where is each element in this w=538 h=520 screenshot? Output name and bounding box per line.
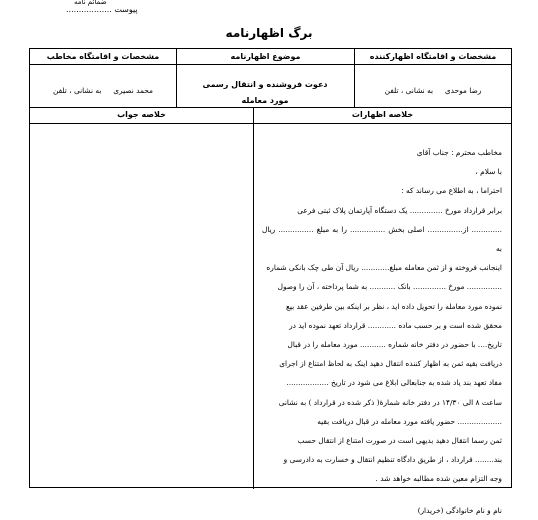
sender-name: رضا موحدی <box>444 86 482 95</box>
summary-row-divider <box>30 123 511 124</box>
summary-header: خلاصه اظهارات <box>351 110 414 119</box>
body-line: مفاد تعهد بند یاد شده به جنابعالی ابلاغ می شود در تاریخ .................. <box>286 378 502 388</box>
signature: نام و نام خانوادگی (خریدار) <box>417 505 502 515</box>
statement-body <box>262 143 502 520</box>
recipient-info <box>30 86 176 95</box>
body-line: محقق شده است و بر حسب ماده ............ قرارداد تعهد نموده اید در <box>289 320 502 330</box>
recipient-address: به نشانی ، تلفن <box>53 86 102 95</box>
recipient-header: مشخصات و اقامتگاه مخاطب <box>46 52 160 61</box>
body-line: نموده مورد معامله را تحویل داده اید ، نظر بر اینکه بین طرفین عقد بیع <box>285 301 502 311</box>
body-line: تاریخ.... با حضور در دفتر خانه شماره ........... مورد معامله را در قبال <box>287 340 502 350</box>
subject-header: موضوع اظهارنامه <box>230 52 301 61</box>
body-line: دریافت بقیه ثمن به اظهار کننده انتقال دهید اینک به لحاظ امتناع از اجرای <box>279 359 502 369</box>
body-line: ثمن رسما انتقال دهید بدیهی است در صورت امتناع از انتقال حسب <box>297 436 502 446</box>
recipient-name: محمد نصیری <box>113 86 153 95</box>
body-line: بند........ قرارداد ، از طریق دادگاه تنظیم انتقال و خسارت به دادرسی و <box>283 455 502 465</box>
sender-address: به نشانی ، تلفن <box>384 86 434 95</box>
header-row-divider <box>30 64 511 65</box>
body-line: وجه التزام معین شده مطالبه خواهد شد . <box>375 474 502 484</box>
body-line: برابر قرارداد مورخ .............. یک دستگاه آپارتمان پلاک ثبتی فرعی <box>297 205 502 215</box>
subject-text: دعوت فروشنده و انتقال رسمی مورد معامله <box>202 80 328 105</box>
intro: احتراما ، به اطلاع می رساند که : <box>401 186 502 196</box>
body-line: ............. از............... اصلی بخش ............... را به مبلغ ............... ریال به <box>262 224 502 254</box>
body-line: ................... حضور یافته مورد معامله در قبال دریافت بقیه <box>317 416 502 426</box>
col-divider-lower <box>253 107 254 489</box>
sender-header: مشخصات و اقامتگاه اظهارکننده <box>369 52 497 61</box>
salutation: مخاطب محترم : جناب آقای <box>416 148 502 157</box>
reply-header: خلاصه جواب <box>117 110 166 119</box>
body-line: ............... مورخ .............. بانک ........... به شما پرداخته ، آن را وصول <box>277 282 502 292</box>
attachment-label: پیوست .................. <box>66 5 138 14</box>
top-note: ضمائم نامه <box>74 0 107 6</box>
body-line: اینجانب فروخته و از ثمن معامله مبلغ............ ریال آن طی چک بانکی شماره <box>266 263 502 273</box>
page-title: برگ اظهارنامه <box>225 26 313 40</box>
body-line: ساعت ۸ الی ۱۴/۳۰ در دفتر خانه شمارۀ( ذکر شده در قرارداد ) به نشانی <box>278 397 502 407</box>
form-table <box>29 48 512 515</box>
greeting: با سلام ، <box>475 167 502 177</box>
sender-info <box>355 86 511 95</box>
